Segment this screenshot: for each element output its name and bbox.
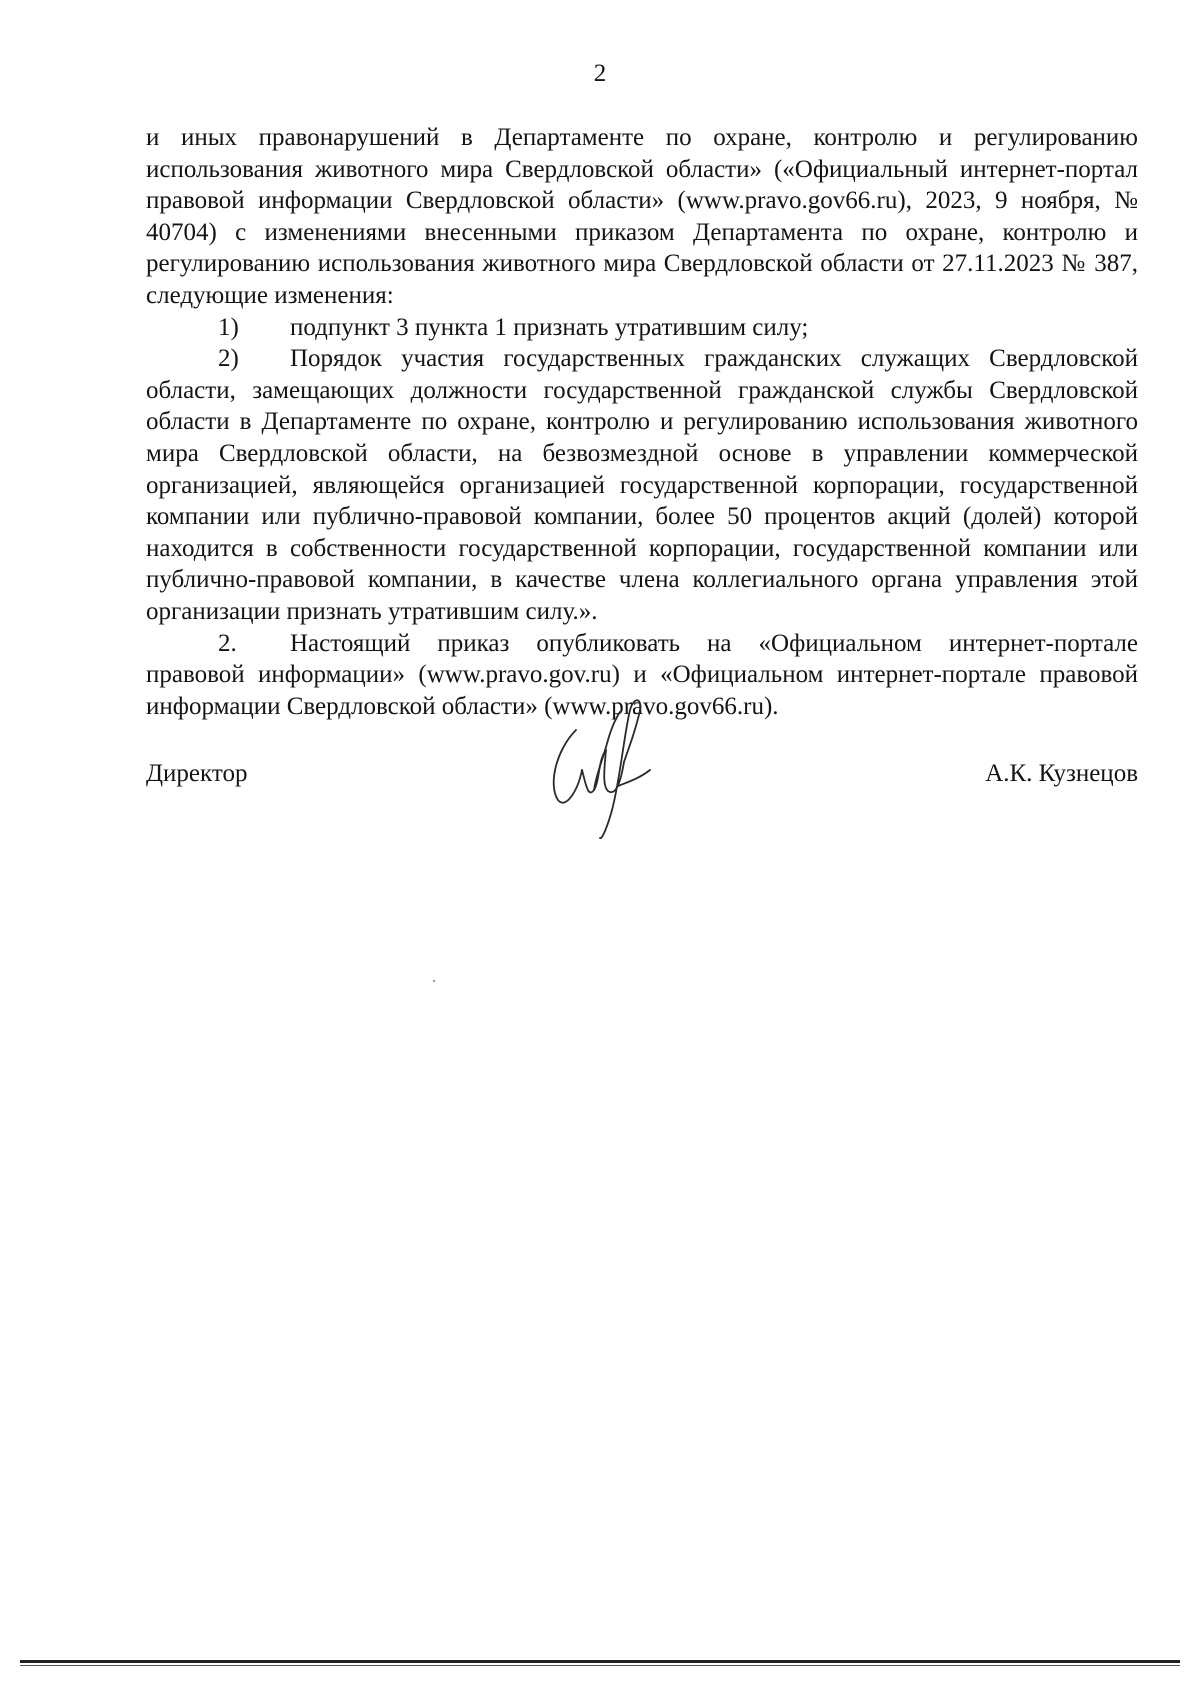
subitem-2-text: Порядок участия государственных гражданских служащих Свердловской области, замещающих должности государственной гражданской службы Свердловской области в Департаменте по охране, контролю и регулированию использования животного мира Свердловской области, на безвозмездной основе в управлении коммерческой организацией, являющейся организацией государственной корпорации, государственной компании или публично-правовой компании, более 50 процентов акций (долей) которой находится в собственности государственной корпорации, государственной компании или публично-правовой компании, в качестве члена коллегиального органа управления этой организации признать утратившим силу.». [146, 345, 1138, 625]
footer-rule [20, 1660, 1180, 1666]
subitem-1-marker: 1) [218, 313, 239, 341]
subitem-2-marker: 2) [218, 345, 239, 373]
point-2-text: Настоящий приказ опубликовать на «Официальном интернет-портале правовой информации» (www.pravo.gov.ru) и «Официальном интернет-портале правовой информации Свердловской области» (www.pravo.gov66.ru). [146, 629, 1138, 720]
subitem-1-text: подпункт 3 пункта 1 признать утратившим силу; [290, 313, 809, 341]
point-2-marker: 2. [218, 629, 237, 657]
signatory-title: Директор [146, 760, 248, 787]
scan-speck [433, 980, 435, 982]
footer-rule-thin [20, 1665, 1180, 1666]
document-body [146, 122, 1138, 722]
intro-paragraph: и иных правонарушений в Департаменте по охране, контролю и регулированию использования животного мира Свердловской области» («Официальный интернет-портал правовой информации Свердловской области» (www.pravo.gov66.ru), 2023, 9 ноября, № 40704) с изменениями внесенными приказом Департамента по охране, контролю и регулированию использования животного мира Свердловской области от 27.11.2023 № 387, следующие изменения: [146, 124, 1138, 309]
handwritten-signature [536, 690, 666, 840]
subitem-2 [146, 343, 1138, 627]
footer-rule-thick [20, 1660, 1180, 1663]
page-number: 2 [593, 60, 607, 87]
subitem-1 [146, 312, 1138, 344]
signatory-name: А.К. Кузнецов [985, 760, 1138, 787]
signature-block [146, 740, 1138, 850]
